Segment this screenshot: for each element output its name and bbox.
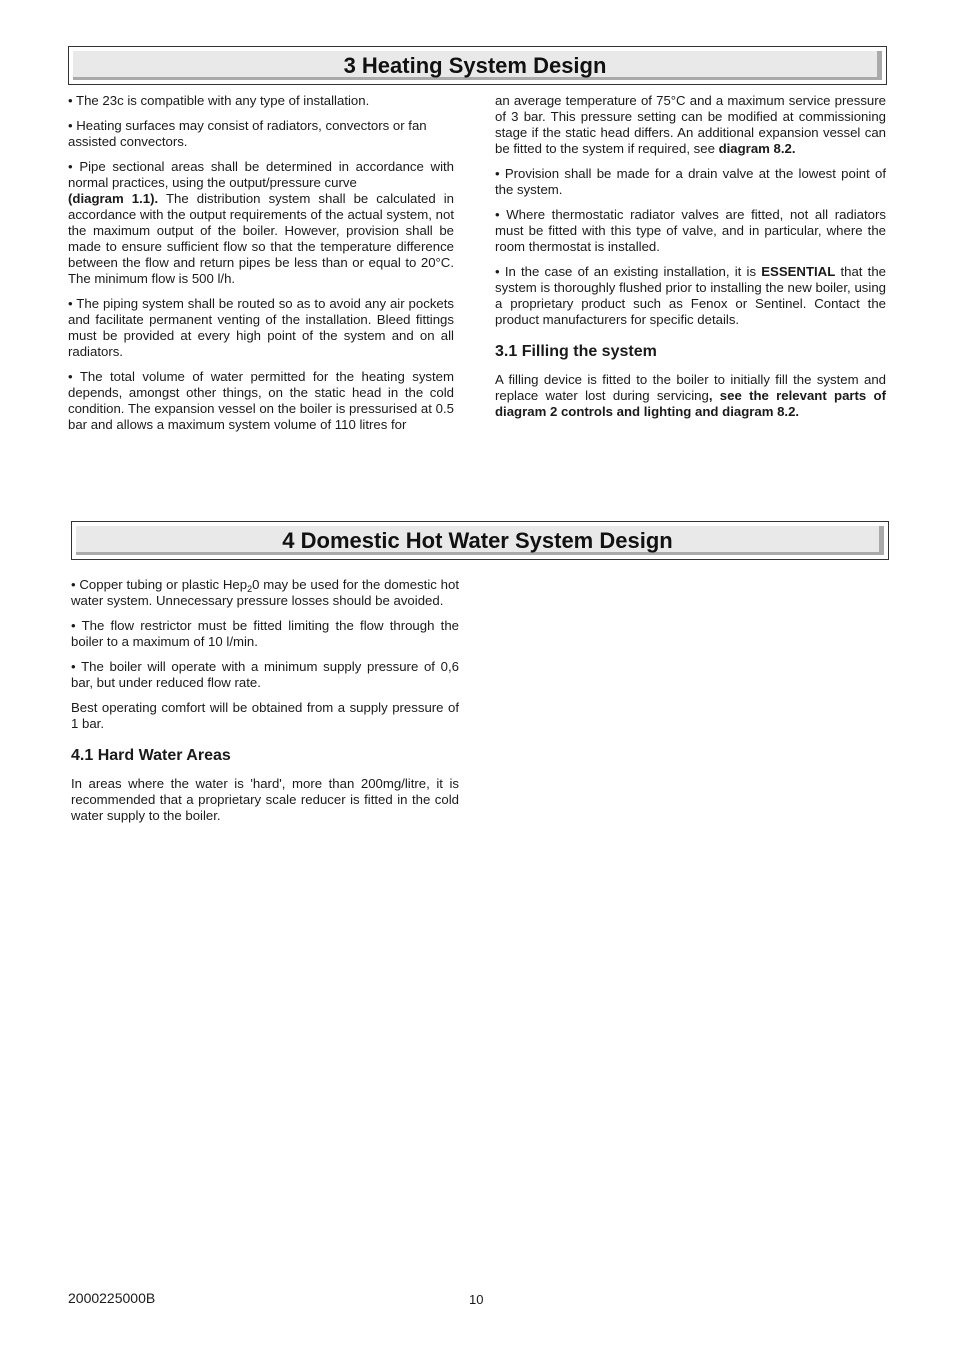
paragraph [495, 372, 886, 420]
paragraph [495, 264, 886, 328]
text-run: • Copper tubing or plastic Hep [71, 577, 248, 592]
section-4-left-column [71, 577, 459, 833]
text-run: an average temperature of 75°C and a maximum service pressure of 3 bar. This pressure setting can be modified at commissioning stage if the static head differs. An additional expansion vessel can be fitted to the system if required, see [495, 93, 886, 156]
paragraph: • The flow restrictor must be fitted limiting the flow through the boiler to a maximum of 10 l/min. [71, 618, 459, 649]
page-number: 10 [469, 1292, 484, 1307]
paragraph: Best operating comfort will be obtained from a supply pressure of 1 bar. [71, 700, 459, 731]
paragraph: • Heating surfaces may consist of radiators, convectors or fan assisted convectors. [68, 118, 427, 149]
document-code: 2000225000B [68, 1290, 156, 1306]
subsection-heading: 4.1 Hard Water Areas [71, 747, 231, 764]
paragraph: In areas where the water is 'hard', more than 200mg/litre, it is recommended that a proprietary scale reducer is fitted in the cold water supply to the boiler. [71, 776, 459, 823]
diagram-reference: diagram 8.2. [718, 141, 796, 156]
subscript: 2 [247, 584, 253, 594]
section-3-banner [68, 46, 887, 85]
paragraph: • The boiler will operate with a minimum supply pressure of 0,6 bar, but under reduced flow rate. [71, 659, 459, 690]
text-run: that the system is thoroughly flushed prior to installing the new boiler, using a proprietary product such as Fenox or Sentinel. Contact the product manufacturers for specific details. [495, 264, 886, 327]
section-3-banner-panel [73, 51, 882, 80]
paragraph [71, 577, 459, 609]
text-run: A filling device is fitted to the boiler to initially fill the system and replace water lost during servicing [495, 372, 886, 403]
paragraph: • The piping system shall be routed so as to avoid any air pockets and facilitate permanent venting of the installation. Bleed fittings must be provided at every high point of the system and on all radiators. [68, 296, 454, 359]
section-4-title: 4 Domestic Hot Water System Design [282, 528, 673, 553]
paragraph: • The 23c is compatible with any type of installation. [68, 93, 370, 108]
section-4-banner [71, 521, 889, 560]
diagram-reference: , see the relevant parts of diagram 2 controls and lighting and diagram 8.2. [495, 388, 887, 419]
text-run: The distribution system shall be calculated in accordance with the output requirements of the actual system, not the maximum output of the boiler. However, provision shall be made to ensure sufficient flow so that the temperature difference between the flow and return pipes be less than or equal to 20°C. The minimum flow is 500 l/h. [68, 191, 454, 286]
paragraph: • Provision shall be made for a drain valve at the lowest point of the system. [495, 166, 886, 197]
paragraph [68, 159, 454, 287]
emphasis: ESSENTIAL [761, 264, 836, 279]
diagram-reference: (diagram 1.1). [68, 191, 159, 206]
text-run: • Pipe sectional areas shall be determined in accordance with normal practices, using the output/pressure curve [68, 159, 454, 190]
paragraph [495, 93, 886, 157]
paragraph: • The total volume of water permitted for the heating system depends, amongst other things, on the static head in the cold condition. The expansion vessel on the boiler is pressurised at 0.5 bar and allows a maximum system volume of 110 litres for [68, 369, 454, 432]
paragraph: • Where thermostatic radiator valves are fitted, not all radiators must be fitted with this type of valve, and in particular, where the room thermostat is installed. [495, 207, 886, 254]
section-3-title: 3 Heating System Design [343, 53, 607, 78]
section-3-right-column [495, 93, 886, 429]
subsection-heading: 3.1 Filling the system [495, 343, 657, 360]
text-run: • In the case of an existing installation, it is [495, 264, 762, 279]
text-run: 0 may be used for the domestic hot water system. Unnecessary pressure losses should be avoided. [71, 577, 459, 608]
section-3-left-column [68, 93, 454, 442]
section-4-banner-panel [76, 526, 884, 555]
